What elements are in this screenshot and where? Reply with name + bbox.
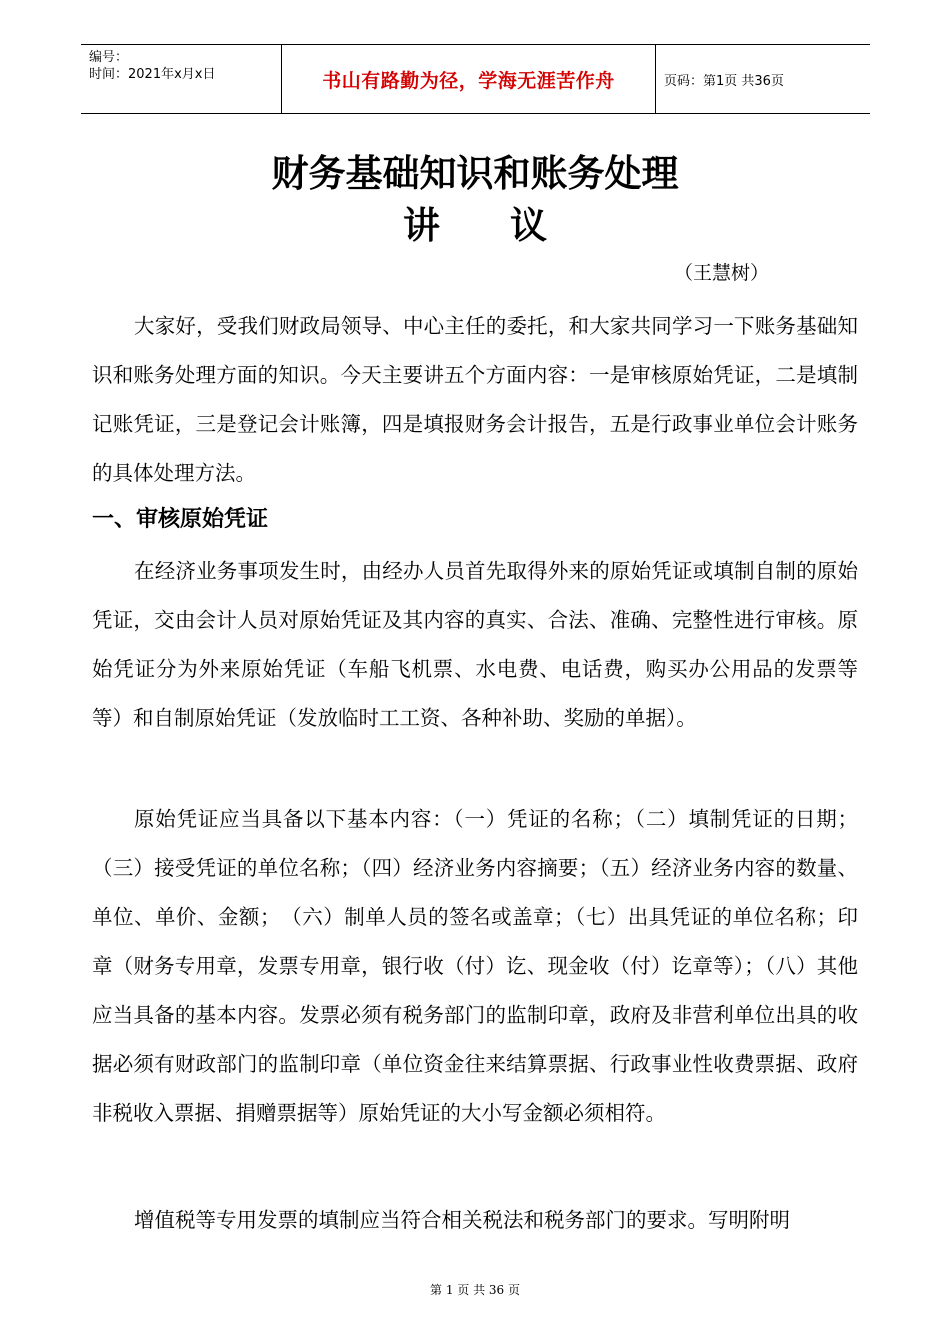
document-time-label: 时间：2021年x月x日 [89, 67, 216, 82]
document-number-label: 编号： [89, 50, 129, 65]
paragraph-text: 增值税等专用发票的填制应当符合相关税法和税务部门的要求。写明附明 [134, 1208, 790, 1232]
header-meta [81, 45, 281, 113]
subtitle-char-2: 议 [510, 204, 547, 247]
author-name: （王慧树） [674, 262, 770, 284]
paragraph-text: 原始凭证应当具备以下基本内容：（一）凭证的名称；（二）填制凭证的日期；（三）接受凭证的单位名称；（四）经济业务内容摘要；（五）经济业务内容的数量、单位、单价、金额； （六）制单人员的签名或盖章；（七）出具凭证的单位名称；印章（财务专用章，发票专用章，银行收（付）讫、现金收（付）讫章等）；（八）其他应当具备的基本内容。发票必须有税务部门的监制印章，政府及非营利单位出具的收据必须有财政部门的监制印章（单位资金往来结算票据、行政事业性收费票据、政府非税收入票据、捐赠票据等）原始凭证的大小写金额必须相符。 [92, 807, 858, 1125]
intro-paragraph [92, 302, 858, 498]
page-header [81, 44, 870, 114]
document-subtitle [0, 204, 950, 248]
section-paragraph-3 [92, 1196, 858, 1245]
page-info-text: 页码：第1页 共36页 [664, 73, 784, 89]
intro-text: 大家好，受我们财政局领导、中心主任的委托，和大家共同学习一下账务基础知识和账务处理方面的知识。今天主要讲五个方面内容：一是审核原始凭证，二是填制记账凭证，三是登记会计账簿，四是填报财务会计报告，五是行政事业单位会计账务的具体处理方法。 [92, 314, 858, 485]
motto-text: 书山有路勤为径，学海无涯苦作舟 [322, 69, 615, 92]
document-title: 财务基础知识和账务处理 [271, 152, 679, 195]
header-motto-cell [281, 45, 656, 113]
page-footer: 第 1 页 共 36 页 [430, 1283, 520, 1297]
paragraph-text: 在经济业务事项发生时，由经办人员首先取得外来的原始凭证或填制自制的原始凭证，交由会计人员对原始凭证及其内容的真实、合法、准确、完整性进行审核。原始凭证分为外来原始凭证（车船飞机票、水电费、电话费，购买办公用品的发票等等）和自制原始凭证（发放临时工工资、各种补助、奖励的单据）。 [92, 559, 858, 730]
subtitle-char-1: 讲 [403, 204, 440, 247]
section-heading: 一、审核原始凭证 [92, 507, 269, 532]
header-page-info [656, 45, 870, 113]
section-paragraph-1 [92, 547, 858, 743]
section-paragraph-2 [92, 795, 858, 1138]
